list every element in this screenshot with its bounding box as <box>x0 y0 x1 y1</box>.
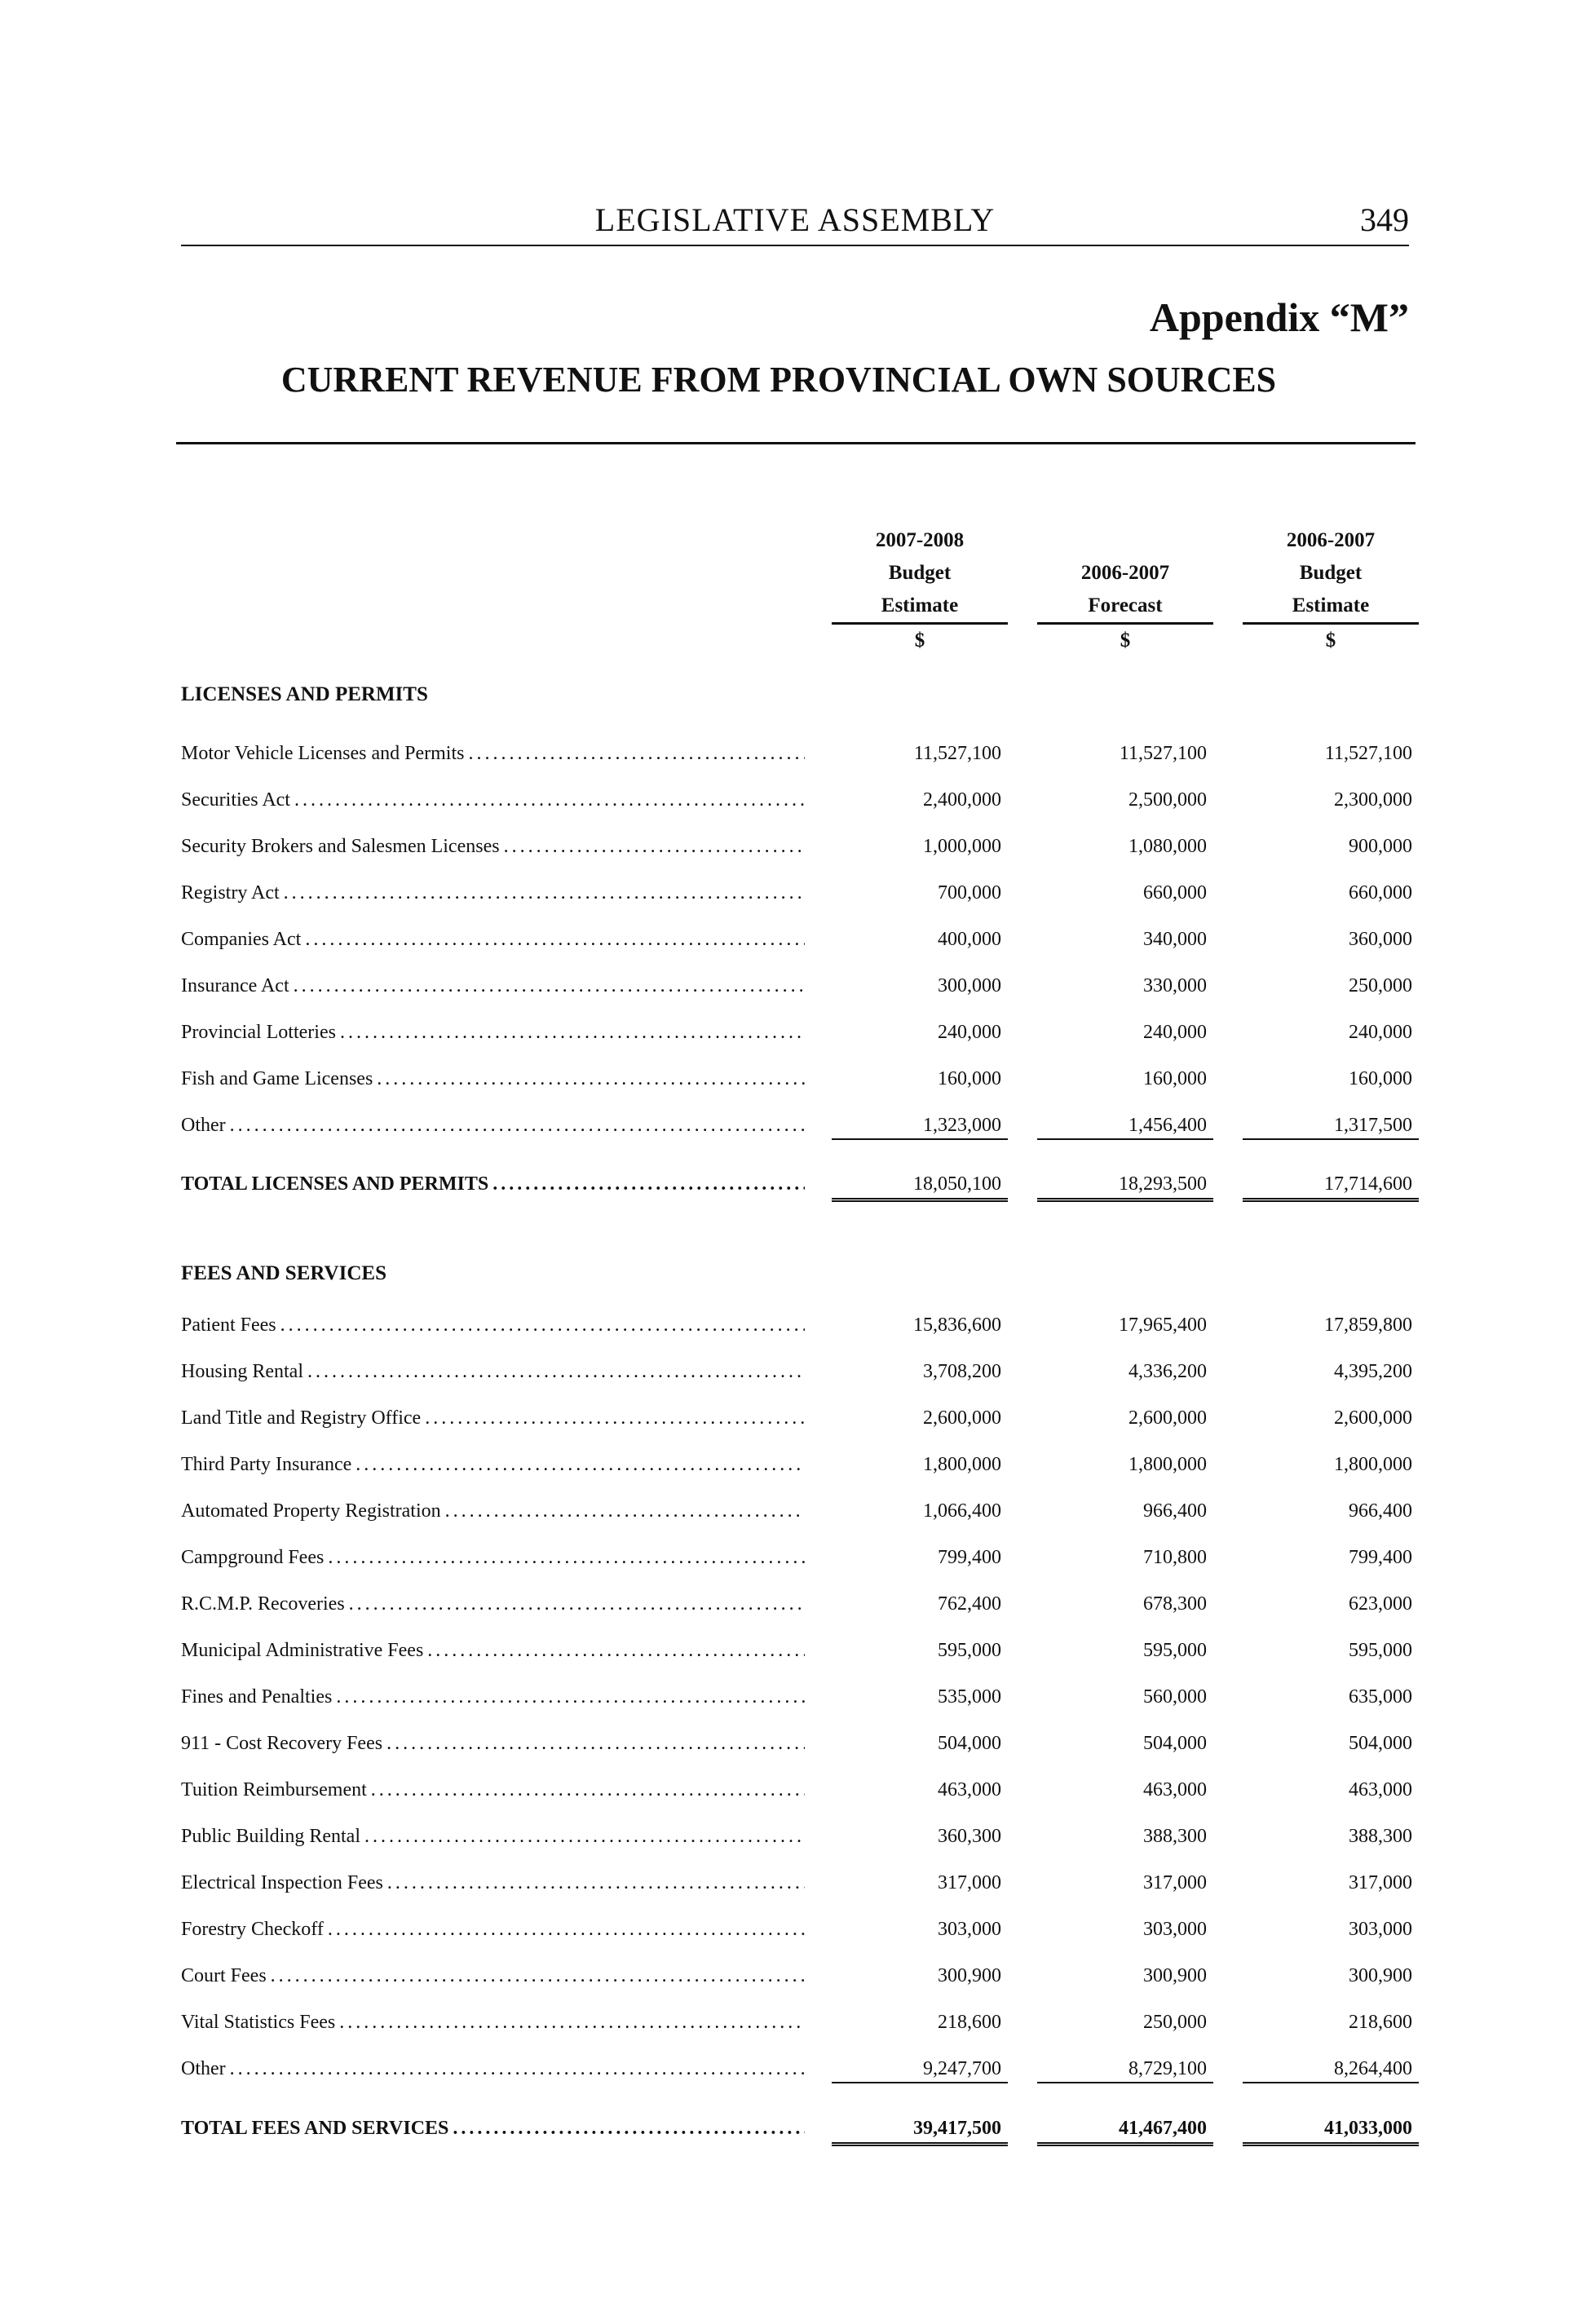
value-2006-2007-forecast: 17,965,400 <box>1119 1314 1207 1336</box>
row-label <box>181 1868 805 1898</box>
row-label <box>181 1589 805 1619</box>
row-label-text: Companies Act . . . <box>181 929 805 950</box>
value-2006-2007-forecast: 560,000 <box>1143 1686 1207 1708</box>
value-2006-2007-budget: 623,000 <box>1349 1593 1412 1615</box>
row-label <box>181 878 805 908</box>
row-label <box>181 925 805 954</box>
value-2006-2007-budget: 360,000 <box>1349 929 1412 950</box>
column-header-line: Forecast <box>1088 594 1163 616</box>
value-2007-2008-budget: 762,400 <box>938 1593 1001 1615</box>
value-2006-2007-budget: 218,600 <box>1349 2012 1412 2033</box>
table-row <box>181 1868 1412 1898</box>
value-2006-2007-budget: 504,000 <box>1349 1733 1412 1754</box>
table-row <box>181 1403 1412 1433</box>
value-2007-2008-budget: 1,000,000 <box>923 836 1001 857</box>
running-title: LEGISLATIVE ASSEMBLY <box>594 201 996 238</box>
value-2007-2008-budget: 317,000 <box>938 1872 1001 1893</box>
value-2006-2007-forecast: 1,800,000 <box>1128 1454 1207 1475</box>
table-row <box>181 1018 1412 1047</box>
table-row <box>181 2008 1412 2037</box>
value-2006-2007-budget: 2,600,000 <box>1334 1407 1412 1429</box>
value-2006-2007-budget: 799,400 <box>1349 1547 1412 1568</box>
value-2006-2007-budget: 966,400 <box>1349 1500 1412 1522</box>
total-2007-2008-budget: 18,050,100 <box>832 1169 1008 1202</box>
value-2007-2008-budget: 2,400,000 <box>923 789 1001 811</box>
row-label-text: 911 - Cost Recovery Fees . . . <box>181 1733 805 1754</box>
row-label-text: Land Title and Registry Office . . . <box>181 1407 805 1429</box>
row-label-text: Other . . . <box>181 2058 805 2079</box>
table-row <box>181 1822 1412 1851</box>
table-row <box>181 1636 1412 1665</box>
table-row <box>181 925 1412 954</box>
value-2006-2007-forecast: 388,300 <box>1143 1826 1207 1847</box>
table-row <box>181 1064 1412 1094</box>
value-2007-2008-budget: 1,066,400 <box>923 1500 1001 1522</box>
row-label-text: Registry Act . . . <box>181 882 805 904</box>
value-2007-2008-budget: 400,000 <box>938 929 1001 950</box>
value-2007-2008-budget: 2,600,000 <box>923 1407 1001 1429</box>
page-number: 349 <box>1360 201 1409 238</box>
value-2006-2007-budget: 11,527,100 <box>1324 743 1412 764</box>
row-label-text: Third Party Insurance . . . <box>181 1454 805 1475</box>
table-row <box>181 1496 1412 1526</box>
value-2007-2008-budget: 300,900 <box>938 1965 1001 1986</box>
row-label-text: Motor Vehicle Licenses and Permits . . . <box>181 743 805 764</box>
value-2007-2008-budget: 504,000 <box>938 1733 1001 1754</box>
row-label-text: Provincial Lotteries . . . <box>181 1022 805 1043</box>
value-2007-2008-budget: 300,000 <box>938 975 1001 996</box>
row-label-text: Public Building Rental . . . <box>181 1826 805 1847</box>
value-2006-2007-forecast: 8,729,100 <box>1037 2054 1213 2083</box>
table-row <box>181 878 1412 908</box>
row-label <box>181 1111 805 1140</box>
row-label <box>181 1682 805 1712</box>
value-2007-2008-budget: 218,600 <box>938 2012 1001 2033</box>
value-2006-2007-budget: 595,000 <box>1349 1640 1412 1661</box>
table-row <box>181 739 1412 768</box>
value-2006-2007-forecast: 504,000 <box>1143 1733 1207 1754</box>
row-label-text: Securities Act . . . <box>181 789 805 811</box>
value-2007-2008-budget: 360,300 <box>938 1826 1001 1847</box>
column-header-line: Estimate <box>881 594 959 616</box>
row-label <box>181 1310 805 1340</box>
value-2007-2008-budget: 15,836,600 <box>913 1314 1001 1336</box>
value-2006-2007-forecast: 340,000 <box>1143 929 1207 950</box>
row-label <box>181 1496 805 1526</box>
row-label <box>181 832 805 861</box>
value-2007-2008-budget: 303,000 <box>938 1919 1001 1940</box>
column-header-line <box>1037 524 1213 557</box>
row-label-text: Other . . . <box>181 1115 805 1136</box>
value-2006-2007-forecast: 966,400 <box>1143 1500 1207 1522</box>
row-label-text: Fish and Game Licenses . . . <box>181 1068 805 1089</box>
table-row <box>181 1543 1412 1572</box>
value-2006-2007-forecast: 11,527,100 <box>1119 743 1207 764</box>
column-header-line: Estimate <box>1292 594 1370 616</box>
value-2006-2007-budget: 463,000 <box>1349 1779 1412 1800</box>
row-label <box>181 971 805 1001</box>
value-2006-2007-forecast: 660,000 <box>1143 882 1207 904</box>
total-2006-2007-budget: 41,033,000 <box>1243 2114 1419 2146</box>
section-heading-licenses: LICENSES AND PERMITS <box>181 683 428 705</box>
column-header-line: 2007-2008 <box>875 529 965 551</box>
total-2006-2007-forecast: 18,293,500 <box>1037 1169 1213 1202</box>
row-label-text: Electrical Inspection Fees . . . <box>181 1872 805 1893</box>
value-2006-2007-budget: 303,000 <box>1349 1919 1412 1940</box>
table-row <box>181 1310 1412 1340</box>
value-2006-2007-forecast: 595,000 <box>1143 1640 1207 1661</box>
value-2006-2007-budget: 4,395,200 <box>1334 1361 1412 1382</box>
value-2006-2007-budget: 900,000 <box>1349 836 1412 857</box>
value-2006-2007-budget: 635,000 <box>1349 1686 1412 1708</box>
value-2006-2007-forecast: 463,000 <box>1143 1779 1207 1800</box>
value-2006-2007-forecast: 2,600,000 <box>1128 1407 1207 1429</box>
row-label <box>181 1403 805 1433</box>
table-row <box>181 2054 1412 2083</box>
column-unit: $ <box>832 622 1008 657</box>
value-2006-2007-forecast: 1,456,400 <box>1037 1111 1213 1140</box>
total-2007-2008-budget: 39,417,500 <box>832 2114 1008 2146</box>
table-row <box>181 1450 1412 1479</box>
total-row-fees <box>181 2114 1412 2143</box>
table-row <box>181 1682 1412 1712</box>
table-row <box>181 1357 1412 1386</box>
row-label <box>181 1636 805 1665</box>
total-2006-2007-budget: 17,714,600 <box>1243 1169 1419 1202</box>
row-label-text: Insurance Act . . . <box>181 975 805 996</box>
value-2006-2007-forecast: 1,080,000 <box>1128 836 1207 857</box>
row-label <box>181 2008 805 2037</box>
value-2006-2007-budget: 1,800,000 <box>1334 1454 1412 1475</box>
row-label-text: Fines and Penalties . . . <box>181 1686 805 1708</box>
value-2007-2008-budget: 595,000 <box>938 1640 1001 1661</box>
table-row <box>181 1729 1412 1758</box>
column-header-line: 2006-2007 <box>1286 529 1376 551</box>
row-label-text: Housing Rental . . . <box>181 1361 805 1382</box>
table-row <box>181 832 1412 861</box>
column-header-line: Budget <box>1299 562 1363 584</box>
value-2006-2007-forecast: 300,900 <box>1143 1965 1207 1986</box>
value-2007-2008-budget: 799,400 <box>938 1547 1001 1568</box>
row-label-text: Automated Property Registration . . . <box>181 1500 805 1522</box>
value-2006-2007-budget: 240,000 <box>1349 1022 1412 1043</box>
table-row <box>181 971 1412 1001</box>
value-2007-2008-budget: 3,708,200 <box>923 1361 1001 1382</box>
value-2007-2008-budget: 535,000 <box>938 1686 1001 1708</box>
value-2006-2007-budget: 660,000 <box>1349 882 1412 904</box>
table-row <box>181 785 1412 815</box>
running-header <box>181 196 1409 246</box>
title-divider <box>176 442 1416 444</box>
value-2006-2007-forecast: 240,000 <box>1143 1022 1207 1043</box>
total-label <box>181 2114 805 2143</box>
row-label <box>181 1775 805 1805</box>
total-label-text: TOTAL FEES AND SERVICES . . . <box>181 2118 805 2139</box>
total-label-text: TOTAL LICENSES AND PERMITS . . . <box>181 1173 805 1195</box>
value-2006-2007-forecast: 250,000 <box>1143 2012 1207 2033</box>
row-label-text: Security Brokers and Salesmen Licenses . . . <box>181 836 805 857</box>
value-2007-2008-budget: 9,247,700 <box>832 2054 1008 2083</box>
row-label <box>181 1543 805 1572</box>
row-label <box>181 1915 805 1944</box>
value-2006-2007-forecast: 710,800 <box>1143 1547 1207 1568</box>
total-label <box>181 1169 805 1199</box>
value-2007-2008-budget: 1,323,000 <box>832 1111 1008 1140</box>
value-2006-2007-forecast: 303,000 <box>1143 1919 1207 1940</box>
column-header-line: 2006-2007 <box>1080 562 1170 584</box>
section-heading-fees: FEES AND SERVICES <box>181 1262 386 1284</box>
value-2006-2007-budget: 1,317,500 <box>1243 1111 1419 1140</box>
value-2006-2007-budget: 8,264,400 <box>1243 2054 1419 2083</box>
row-label <box>181 1064 805 1094</box>
row-label-text: Tuition Reimbursement . . . <box>181 1779 805 1800</box>
row-label-text: Court Fees . . . <box>181 1965 805 1986</box>
column-header-line: Budget <box>888 562 952 584</box>
row-label-text: Forestry Checkoff . . . <box>181 1919 805 1940</box>
value-2007-2008-budget: 1,800,000 <box>923 1454 1001 1475</box>
row-label <box>181 1822 805 1851</box>
value-2007-2008-budget: 11,527,100 <box>913 743 1001 764</box>
appendix-label: Appendix “M” <box>1149 294 1409 340</box>
table-row <box>181 1961 1412 1990</box>
column-unit: $ <box>1243 622 1419 657</box>
row-label-text: R.C.M.P. Recoveries . . . <box>181 1593 805 1615</box>
value-2006-2007-budget: 388,300 <box>1349 1826 1412 1847</box>
value-2007-2008-budget: 160,000 <box>938 1068 1001 1089</box>
column-header-budget-2006-2007 <box>1243 524 1419 657</box>
table-row <box>181 1775 1412 1805</box>
table-row <box>181 1589 1412 1619</box>
value-2006-2007-budget: 300,900 <box>1349 1965 1412 1986</box>
row-label <box>181 1961 805 1990</box>
row-label-text: Campground Fees . . . <box>181 1547 805 1568</box>
value-2006-2007-budget: 17,859,800 <box>1324 1314 1412 1336</box>
total-2006-2007-forecast: 41,467,400 <box>1037 2114 1213 2146</box>
value-2007-2008-budget: 700,000 <box>938 882 1001 904</box>
column-header-budget-2007-2008 <box>832 524 1008 657</box>
row-label <box>181 1450 805 1479</box>
row-label <box>181 1729 805 1758</box>
value-2006-2007-forecast: 4,336,200 <box>1128 1361 1207 1382</box>
value-2006-2007-forecast: 678,300 <box>1143 1593 1207 1615</box>
total-row-licenses <box>181 1169 1412 1199</box>
row-label-text: Municipal Administrative Fees . . . <box>181 1640 805 1661</box>
row-label <box>181 1018 805 1047</box>
value-2006-2007-forecast: 330,000 <box>1143 975 1207 996</box>
value-2006-2007-budget: 317,000 <box>1349 1872 1412 1893</box>
value-2006-2007-budget: 2,300,000 <box>1334 789 1412 811</box>
row-label <box>181 2054 805 2083</box>
value-2006-2007-budget: 250,000 <box>1349 975 1412 996</box>
table-row <box>181 1111 1412 1140</box>
row-label-text: Vital Statistics Fees . . . <box>181 2012 805 2033</box>
value-2007-2008-budget: 240,000 <box>938 1022 1001 1043</box>
column-unit: $ <box>1037 622 1213 657</box>
page-title: CURRENT REVENUE FROM PROVINCIAL OWN SOURCES <box>280 360 1277 400</box>
row-label <box>181 739 805 768</box>
value-2006-2007-forecast: 160,000 <box>1143 1068 1207 1089</box>
value-2007-2008-budget: 463,000 <box>938 1779 1001 1800</box>
row-label <box>181 1357 805 1386</box>
column-header-forecast-2006-2007 <box>1037 524 1213 657</box>
table-row <box>181 1915 1412 1944</box>
row-label <box>181 785 805 815</box>
value-2006-2007-budget: 160,000 <box>1349 1068 1412 1089</box>
row-label-text: Patient Fees . . . <box>181 1314 805 1336</box>
value-2006-2007-forecast: 2,500,000 <box>1128 789 1207 811</box>
value-2006-2007-forecast: 317,000 <box>1143 1872 1207 1893</box>
